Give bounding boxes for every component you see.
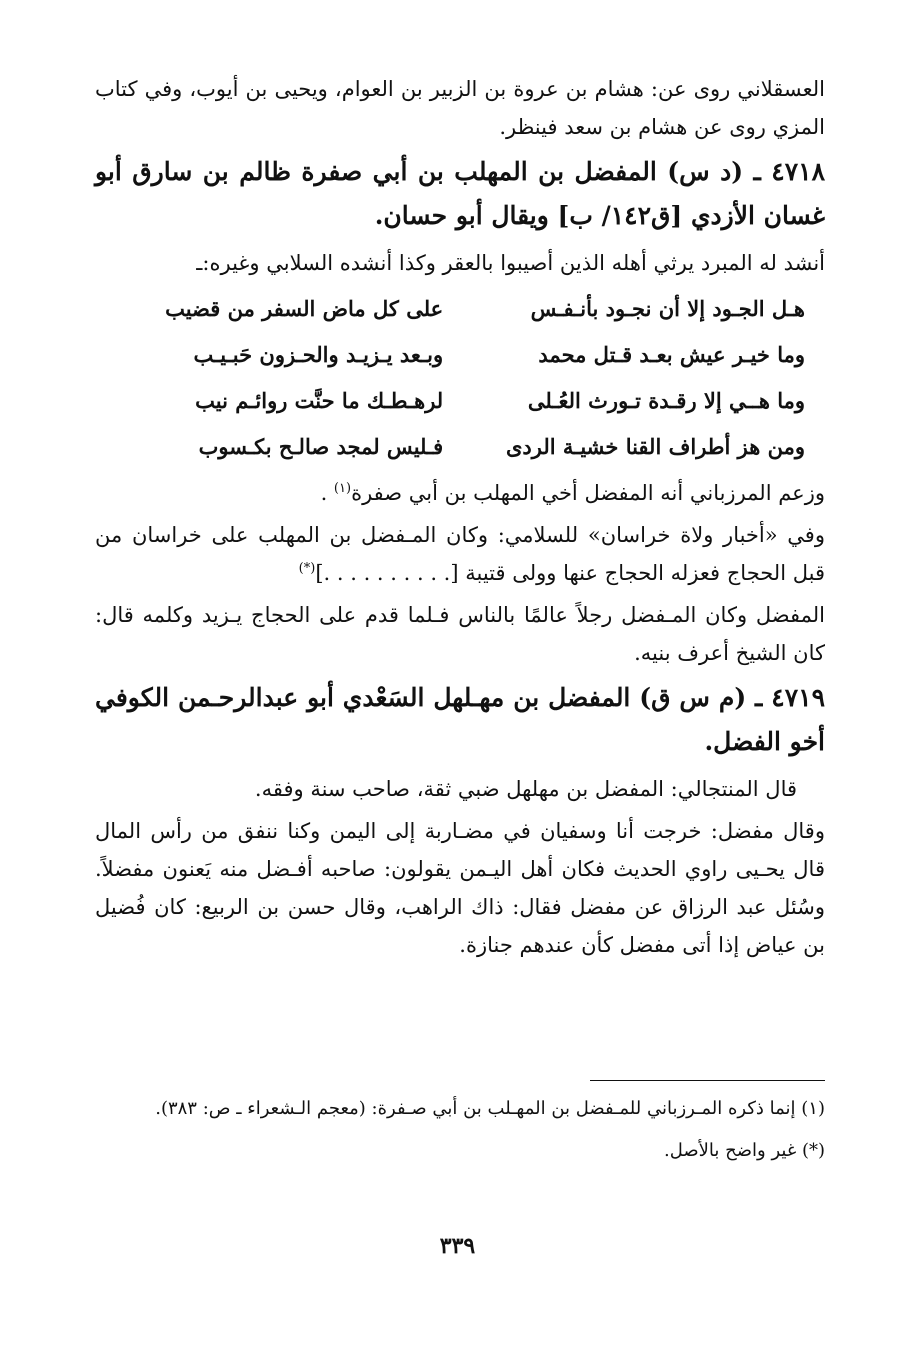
poem-first-hemistich: هـل الجـود إلا أن نجـود بأنـفـس (530, 296, 805, 321)
paragraph-muntajali: قال المنتجالي: المفضل بن مهلهل ضبي ثقة، صاحب سنة وفقه. (254, 777, 797, 801)
poem-verse (135, 332, 805, 378)
footnote-divider (590, 1080, 825, 1081)
entry-4718-heading: ٤٧١٨ ـ (د س) المفضل بن المهلب بن أبي صفرة ظالم بن سارق أبو غسان الأزدي [ق١٤٢/ ب] ويقال أبو حسان. (95, 157, 826, 230)
entry-4719-heading: ٤٧١٩ ـ (م س ق) المفضل بن مهـلهل السَعْدي أبو عبدالرحـمن الكوفي أخو الفضل. (95, 683, 825, 756)
poem (95, 286, 825, 470)
page-number: ٣٣٩ (439, 1233, 476, 1259)
marzubani-text: وزعم المرزباني أنه المفضل أخي المهلب بن أبي صفرة (351, 481, 825, 505)
paragraph-marzubani: وزعم المرزباني أنه المفضل أخي المهلب بن أبي صفرة$^{(١)}$ . (320, 481, 825, 505)
poem-second-hemistich: لرهـطـك ما حنَّت روائـم نيب (195, 388, 444, 413)
footnote-ref-star[interactable]: (*) (298, 561, 316, 576)
poem-verse (135, 378, 805, 424)
poem-first-hemistich: وما خيـر عيش بعـد قـتل محمد (538, 342, 805, 367)
poem-second-hemistich: وبـعد يـزيـد والحـزون حَبـيـب (193, 342, 444, 367)
poem-intro: أنشد له المبرد يرثي أهله الذين أصيبوا بالعقر وكذا أنشده السلابي وغيره:ـ (196, 251, 825, 275)
footnotes (95, 1092, 825, 1176)
poem-first-hemistich: ومن هز أطراف القنا خشيـة الردى (506, 434, 805, 459)
poem-verse (135, 424, 805, 470)
page-body (95, 70, 825, 968)
poem-verse (135, 286, 805, 332)
footnote-ref-1[interactable]: (١) (333, 481, 352, 496)
footnote-star: (*) غير واضح بالأصل. (664, 1140, 825, 1161)
footnote-1: (١) إنما ذكره المـرزباني للمـفضل بن المهـلب بن أبي صـفرة: (معجم الـشعراء ـ ص: ٣٨٣). (155, 1098, 825, 1119)
paragraph-mufaddal-said: وقال مفضل: خرجت أنا وسفيان في مضـاربة إلى اليمن وكنا ننفق من رأس المال قال يحـيى راوي الحديث فكان أهل اليـمن يقولون: صاحبه أفـضل منه يَعنون مفضلاً. وسُئل عبد الرزاق عن مفضل فقال: ذاك الراهب، وقال حسن بن الربيع: كان فُضيل بن عياض إذا أتى مفضل كأن عندهم جنازة. (95, 819, 825, 957)
paragraph-akhbar-khurasan (95, 516, 825, 592)
poem-first-hemistich: وما هــي إلا رقـدة تـورث العُـلى (527, 388, 805, 413)
akhbar-text: وفي «أخبار ولاة خراسان» للسلامي: وكان المـفضل بن المهلب على خراسان من قبل الحجاج فعزله الحجاج عنها وولى قتيبة [. . . . . . . . . .] (95, 523, 825, 585)
paragraph-mufaddal-hajjaj: المفضل وكان المـفضل رجلاً عالمًا بالناس فـلما قدم على الحجاج يـزيد وكلمه قال: كان الشيخ أعرف بنيه. (95, 603, 825, 665)
poem-second-hemistich: على كل ماض السفر من قضيب (165, 296, 444, 321)
paragraph-asqalani: العسقلاني روى عن: هشام بن عروة بن الزبير بن العوام، ويحيى بن أيوب، وفي كتاب المزي روى عن هشام بن سعد فينظر. (95, 77, 825, 139)
poem-second-hemistich: فـليس لمجد صالـح بكـسوب (198, 434, 444, 459)
